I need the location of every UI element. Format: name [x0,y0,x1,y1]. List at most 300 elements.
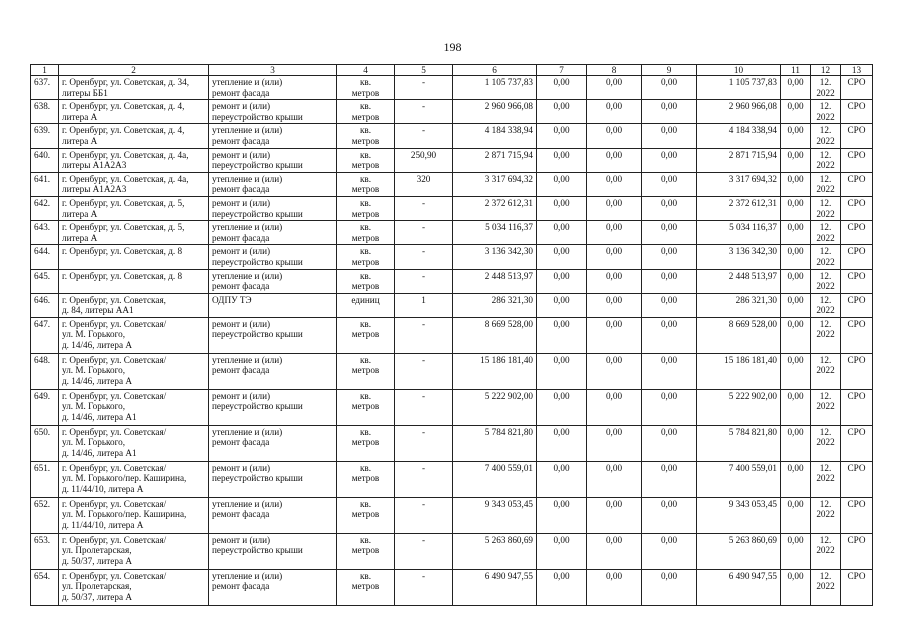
completion-date-cell [811,293,841,317]
address-cell-line: ул. М. Горького/пер. Каширина, [62,509,187,520]
address-cell-line: г. Оренбург, ул. Советская, д. 34, [62,77,190,87]
completion-date-cell-line: 12. [819,197,832,208]
total-cost-cell: 5 784 821,80 [453,425,537,461]
address-cell-line: г. Оренбург, ул. Советская/ [62,354,167,365]
table-row [31,124,873,148]
work-type-cell-line: ремонт и (или) [212,149,271,160]
address-cell-line: литеры А1А2А3 [62,160,127,171]
address-cell-line: д. 50/37, литера А [62,592,132,603]
work-type-cell-line: утепление и (или) [212,354,283,365]
source-cell: СРО [841,148,873,172]
table-row [31,533,873,569]
source-cell: СРО [841,497,873,533]
unit-cell-line: кв. [359,149,372,160]
unit-cell-line: кв. [359,125,372,136]
amount-col8-cell: 0,00 [587,76,642,100]
unit-cell-line: кв. [359,173,372,184]
work-type-cell-line: переустройство крыши [212,160,303,171]
address-cell-line: литера А [62,111,98,122]
amount-col10-cell: 3 317 694,32 [697,172,781,196]
work-type-cell [209,569,337,605]
amount-col7-cell: 0,00 [537,76,587,100]
address-cell-line: г. Оренбург, ул. Советская, д. 4а, [62,173,189,184]
amount-col10-cell: 286 321,30 [697,293,781,317]
work-type-cell-line: утепление и (или) [212,125,283,136]
unit-cell-line: метров [351,437,380,448]
amount-col9-cell: 0,00 [642,100,697,124]
address-cell-line: д. 14/46, литера А [62,376,132,387]
completion-date-cell-line: 12. [819,462,832,473]
work-type-cell-line: ремонт и (или) [212,390,271,401]
amount-col8-cell: 0,00 [587,317,642,353]
completion-date-cell-line: 12. [819,246,832,257]
completion-date-cell-line: 12. [819,77,832,87]
amount-col11-cell: 0,00 [781,196,811,220]
quantity-cell: - [395,353,453,389]
completion-date-cell-line: 2022 [816,281,835,292]
completion-date-cell [811,425,841,461]
unit-cell [337,293,395,317]
source-cell: СРО [841,245,873,269]
address-cell-line: ул. Пролетарская, [62,545,132,556]
work-type-cell-line: ремонт и (или) [212,462,271,473]
amount-col10-cell: 3 136 342,30 [697,245,781,269]
work-type-cell-line: ремонт фасада [212,437,270,448]
work-type-cell-line: ремонт фасада [212,581,270,592]
quantity-cell: - [395,389,453,425]
total-cost-cell: 7 400 559,01 [453,461,537,497]
completion-date-cell-line: 12. [819,354,832,365]
address-cell-line: г. Оренбург, ул. Советская, д. 4, [62,101,185,112]
completion-date-cell-line: 2022 [816,509,835,520]
work-type-cell-line: утепление и (или) [212,77,283,87]
amount-col9-cell: 0,00 [642,569,697,605]
amount-col10-cell: 1 105 737,83 [697,76,781,100]
work-type-cell [209,317,337,353]
completion-date-cell [811,389,841,425]
column-number: 3 [209,65,337,76]
completion-date-cell-line: 12. [819,318,832,329]
column-number: 12 [811,65,841,76]
completion-date-cell [811,148,841,172]
unit-cell [337,461,395,497]
source-cell: СРО [841,293,873,317]
amount-col7-cell: 0,00 [537,569,587,605]
quantity-cell: - [395,124,453,148]
row-number: 637. [31,76,59,100]
work-type-cell-line: ремонт фасада [212,135,270,146]
amount-col10-cell: 15 186 181,40 [697,353,781,389]
completion-date-cell-line: 2022 [816,305,835,316]
unit-cell [337,317,395,353]
address-cell-line: ул. М. Горького, [62,365,126,376]
address-cell [59,148,209,172]
address-cell [59,533,209,569]
work-type-cell-line: утепление и (или) [212,426,283,437]
address-cell-line: литеры А1А2А3 [62,184,127,195]
total-cost-cell: 2 448 513,97 [453,269,537,293]
completion-date-cell [811,124,841,148]
table-row [31,245,873,269]
unit-cell-line: кв. [359,318,372,329]
amount-col10-cell: 5 034 116,37 [697,221,781,245]
address-cell-line: г. Оренбург, ул. Советская/ [62,462,167,473]
completion-date-cell [811,533,841,569]
quantity-cell: - [395,533,453,569]
completion-date-cell-line: 12. [819,570,832,581]
source-cell: СРО [841,100,873,124]
amount-col7-cell: 0,00 [537,461,587,497]
quantity-cell: 250,90 [395,148,453,172]
source-cell: СРО [841,353,873,389]
completion-date-cell-line: 12. [819,222,832,233]
quantity-cell: - [395,461,453,497]
quantity-cell: - [395,221,453,245]
unit-cell-line: метров [351,184,380,195]
address-cell [59,76,209,100]
completion-date-cell-line: 2022 [816,545,835,556]
unit-cell-line: метров [351,545,380,556]
address-cell-line: литера А [62,232,98,243]
source-cell: СРО [841,76,873,100]
unit-cell-line: метров [351,365,380,376]
address-cell-line: г. Оренбург, ул. Советская/ [62,390,167,401]
completion-date-cell-line: 12. [819,426,832,437]
unit-cell-line: кв. [359,197,372,208]
row-number: 651. [31,461,59,497]
work-type-cell [209,221,337,245]
address-cell [59,124,209,148]
amount-col11-cell: 0,00 [781,533,811,569]
unit-cell-line: метров [351,401,380,412]
amount-col8-cell: 0,00 [587,293,642,317]
completion-date-cell [811,100,841,124]
work-type-cell-line: ремонт фасада [212,232,270,243]
quantity-cell: - [395,317,453,353]
work-type-cell-line: переустройство крыши [212,473,303,484]
work-type-cell-line: ремонт и (или) [212,246,271,257]
total-cost-cell: 4 184 338,94 [453,124,537,148]
amount-col8-cell: 0,00 [587,533,642,569]
table-row [31,293,873,317]
amount-col7-cell: 0,00 [537,221,587,245]
amount-col11-cell: 0,00 [781,293,811,317]
completion-date-cell [811,317,841,353]
address-cell-line: д. 11/44/10, литера А [62,484,144,495]
work-type-cell [209,245,337,269]
completion-date-cell-line: 2022 [816,160,835,171]
work-type-cell [209,196,337,220]
unit-cell-line: кв. [359,390,372,401]
address-cell [59,317,209,353]
work-type-cell [209,461,337,497]
total-cost-cell: 5 034 116,37 [453,221,537,245]
amount-col10-cell: 6 490 947,55 [697,569,781,605]
address-cell [59,221,209,245]
table-row [31,569,873,605]
amount-col8-cell: 0,00 [587,569,642,605]
unit-cell [337,353,395,389]
column-number: 9 [642,65,697,76]
work-type-cell-line: ОДПУ ТЭ [212,294,252,305]
amount-col11-cell: 0,00 [781,497,811,533]
amount-col10-cell: 2 960 966,08 [697,100,781,124]
unit-cell [337,269,395,293]
completion-date-cell-line: 2022 [816,437,835,448]
row-number: 649. [31,389,59,425]
unit-cell-line: кв. [359,534,372,545]
amount-col7-cell: 0,00 [537,293,587,317]
address-cell [59,389,209,425]
source-cell: СРО [841,196,873,220]
address-cell-line: д. 50/37, литера А [62,556,132,567]
source-cell: СРО [841,221,873,245]
row-number: 647. [31,317,59,353]
work-type-cell [209,100,337,124]
amount-col10-cell: 7 400 559,01 [697,461,781,497]
completion-date-cell [811,569,841,605]
amount-col7-cell: 0,00 [537,148,587,172]
column-number: 5 [395,65,453,76]
quantity-cell: 1 [395,293,453,317]
source-cell: СРО [841,389,873,425]
address-cell [59,172,209,196]
column-number: 7 [537,65,587,76]
column-number: 6 [453,65,537,76]
amount-col11-cell: 0,00 [781,172,811,196]
address-cell-line: г. Оренбург, ул. Советская/ [62,570,167,581]
completion-date-cell-line: 2022 [816,184,835,195]
table-row [31,100,873,124]
completion-date-cell-line: 12. [819,498,832,509]
unit-cell-line: кв. [359,462,372,473]
amount-col8-cell: 0,00 [587,353,642,389]
amount-col8-cell: 0,00 [587,425,642,461]
address-cell-line: г. Оренбург, ул. Советская, д. 5, [62,222,185,233]
unit-cell-line: метров [351,208,380,219]
address-cell-line: литера А [62,135,98,146]
address-cell-line: д. 11/44/10, литера А [62,520,144,531]
completion-date-cell-line: 12. [819,173,832,184]
table-row [31,353,873,389]
repair-schedule-table [30,64,873,606]
address-cell-line: д. 14/46, литера А1 [62,448,137,459]
table-row [31,148,873,172]
completion-date-cell-line: 2022 [816,365,835,376]
unit-cell-line: метров [351,256,380,267]
address-cell-line: г. Оренбург, ул. Советская/ [62,498,167,509]
work-type-cell-line: переустройство крыши [212,208,303,219]
amount-col7-cell: 0,00 [537,389,587,425]
unit-cell [337,569,395,605]
unit-cell-line: кв. [359,426,372,437]
total-cost-cell: 6 490 947,55 [453,569,537,605]
column-number: 8 [587,65,642,76]
work-type-cell-line: переустройство крыши [212,545,303,556]
address-cell-line: ул. М. Горького, [62,437,126,448]
column-number: 1 [31,65,59,76]
amount-col11-cell: 0,00 [781,76,811,100]
table-row [31,221,873,245]
address-cell [59,245,209,269]
work-type-cell-line: переустройство крыши [212,329,303,340]
completion-date-cell-line: 2022 [816,232,835,243]
column-number: 2 [59,65,209,76]
amount-col11-cell: 0,00 [781,461,811,497]
unit-cell-line: кв. [359,498,372,509]
column-number: 10 [697,65,781,76]
work-type-cell-line: переустройство крыши [212,256,303,267]
address-cell [59,461,209,497]
source-cell: СРО [841,269,873,293]
amount-col10-cell: 8 669 528,00 [697,317,781,353]
unit-cell-line: метров [351,111,380,122]
amount-col11-cell: 0,00 [781,353,811,389]
completion-date-cell-line: 12. [819,270,832,281]
total-cost-cell: 2 372 612,31 [453,196,537,220]
work-type-cell-line: утепление и (или) [212,570,283,581]
address-cell [59,100,209,124]
quantity-cell: - [395,245,453,269]
unit-cell-line: кв. [359,77,372,87]
address-cell-line: г. Оренбург, ул. Советская, д. 8 [62,270,183,281]
amount-col8-cell: 0,00 [587,461,642,497]
amount-col9-cell: 0,00 [642,148,697,172]
amount-col10-cell: 2 448 513,97 [697,269,781,293]
amount-col11-cell: 0,00 [781,245,811,269]
address-cell-line: литеры ББ1 [62,87,108,98]
amount-col7-cell: 0,00 [537,124,587,148]
completion-date-cell [811,245,841,269]
completion-date-cell [811,76,841,100]
page-number: 198 [443,40,462,54]
amount-col9-cell: 0,00 [642,293,697,317]
amount-col7-cell: 0,00 [537,353,587,389]
work-type-cell [209,148,337,172]
amount-col8-cell: 0,00 [587,100,642,124]
address-cell-line: д. 14/46, литера А [62,340,132,351]
unit-cell-line: кв. [359,354,372,365]
unit-cell-line: кв. [359,246,372,257]
source-cell: СРО [841,425,873,461]
unit-cell-line: метров [351,232,380,243]
unit-cell-line: кв. [359,270,372,281]
unit-cell [337,245,395,269]
address-cell-line: г. Оренбург, ул. Советская, д. 8 [62,246,183,257]
completion-date-cell-line: 2022 [816,87,835,98]
amount-col7-cell: 0,00 [537,196,587,220]
amount-col9-cell: 0,00 [642,196,697,220]
work-type-cell [209,172,337,196]
total-cost-cell: 3 317 694,32 [453,172,537,196]
amount-col8-cell: 0,00 [587,269,642,293]
total-cost-cell: 5 263 860,69 [453,533,537,569]
table-row [31,425,873,461]
source-cell: СРО [841,461,873,497]
completion-date-cell [811,497,841,533]
address-cell-line: ул. М. Горького, [62,401,126,412]
address-cell-line: г. Оренбург, ул. Советская, д. 4, [62,125,185,136]
work-type-cell [209,353,337,389]
completion-date-cell-line: 2022 [816,581,835,592]
amount-col8-cell: 0,00 [587,389,642,425]
address-cell-line: д. 14/46, литера А1 [62,412,137,423]
column-number: 13 [841,65,873,76]
total-cost-cell: 1 105 737,83 [453,76,537,100]
unit-cell [337,389,395,425]
amount-col11-cell: 0,00 [781,100,811,124]
address-cell-line: г. Оренбург, ул. Советская, [62,294,166,305]
completion-date-cell-line: 2022 [816,256,835,267]
quantity-cell: - [395,425,453,461]
work-type-cell-line: ремонт фасада [212,365,270,376]
source-cell: СРО [841,533,873,569]
work-type-cell [209,124,337,148]
source-cell: СРО [841,317,873,353]
unit-cell-line: кв. [359,101,372,112]
table-row [31,172,873,196]
table-row [31,389,873,425]
amount-col9-cell: 0,00 [642,172,697,196]
amount-col9-cell: 0,00 [642,461,697,497]
quantity-cell: - [395,269,453,293]
unit-cell-line: метров [351,509,380,520]
row-number: 650. [31,425,59,461]
amount-col10-cell: 5 263 860,69 [697,533,781,569]
unit-cell [337,533,395,569]
work-type-cell [209,76,337,100]
completion-date-cell-line: 12. [819,294,832,305]
work-type-cell-line: ремонт фасада [212,87,270,98]
work-type-cell-line: ремонт и (или) [212,318,271,329]
quantity-cell: - [395,76,453,100]
address-cell [59,425,209,461]
amount-col11-cell: 0,00 [781,389,811,425]
amount-col9-cell: 0,00 [642,497,697,533]
table-row [31,196,873,220]
row-number: 646. [31,293,59,317]
quantity-cell: - [395,196,453,220]
row-number: 642. [31,196,59,220]
table-row [31,317,873,353]
unit-cell-line: метров [351,581,380,592]
table-row [31,461,873,497]
work-type-cell [209,533,337,569]
amount-col7-cell: 0,00 [537,533,587,569]
amount-col10-cell: 9 343 053,45 [697,497,781,533]
work-type-cell-line: переустройство крыши [212,111,303,122]
total-cost-cell: 2 871 715,94 [453,148,537,172]
quantity-cell: - [395,100,453,124]
address-cell-line: г. Оренбург, ул. Советская, д. 5, [62,197,185,208]
amount-col11-cell: 0,00 [781,317,811,353]
row-number: 644. [31,245,59,269]
amount-col9-cell: 0,00 [642,425,697,461]
completion-date-cell-line: 2022 [816,135,835,146]
total-cost-cell: 5 222 902,00 [453,389,537,425]
total-cost-cell: 9 343 053,45 [453,497,537,533]
quantity-cell: - [395,497,453,533]
amount-col9-cell: 0,00 [642,221,697,245]
amount-col7-cell: 0,00 [537,100,587,124]
amount-col11-cell: 0,00 [781,425,811,461]
address-cell-line: г. Оренбург, ул. Советская/ [62,534,167,545]
work-type-cell-line: ремонт фасада [212,281,270,292]
work-type-cell [209,269,337,293]
completion-date-cell [811,221,841,245]
amount-col8-cell: 0,00 [587,497,642,533]
address-cell [59,353,209,389]
